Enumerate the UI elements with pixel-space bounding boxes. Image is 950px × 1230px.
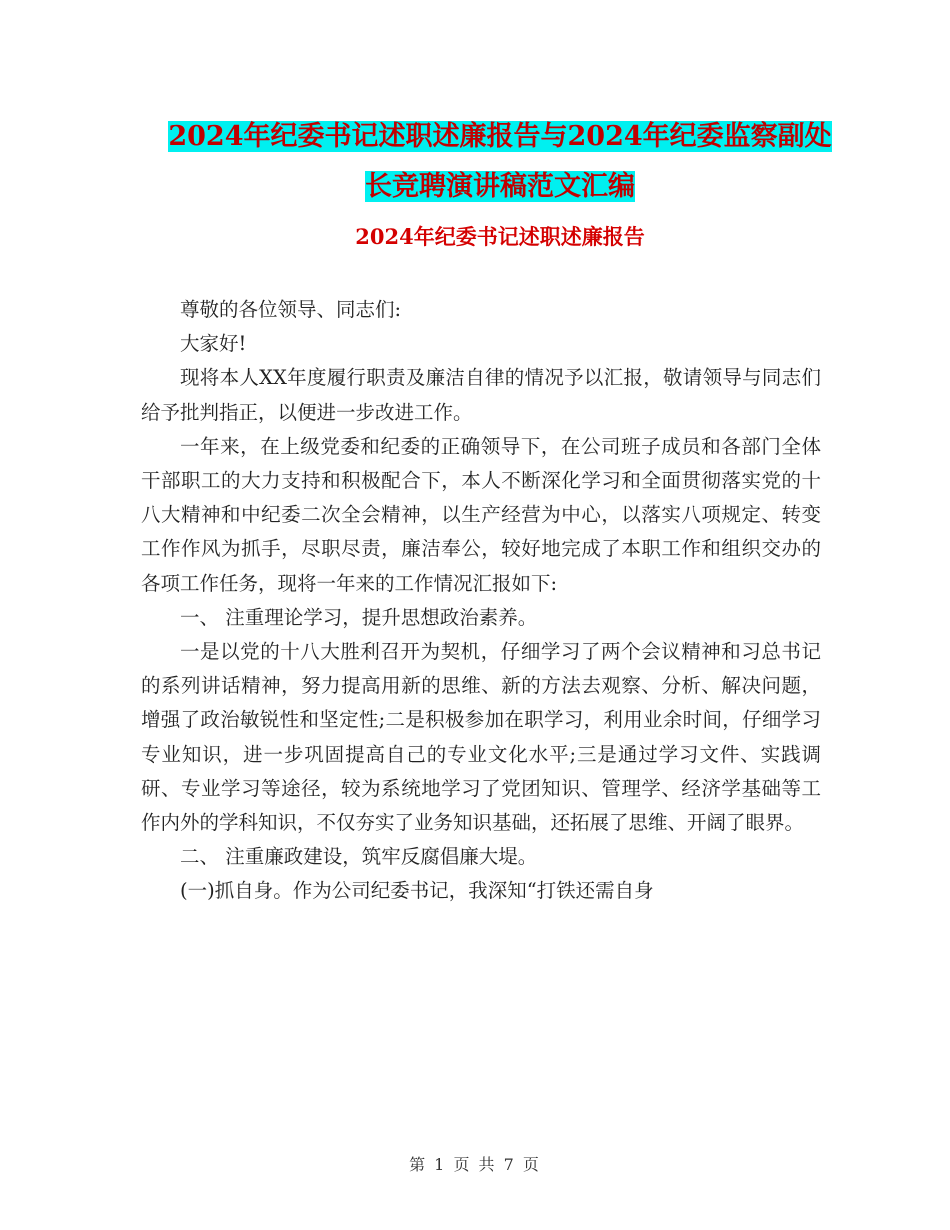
paragraph-self-discipline: (一)抓自身。作为公司纪委书记，我深知“打铁还需自身 [180, 879, 654, 903]
page-footer: 第 1 页 共 7 页 [409, 1155, 541, 1174]
document-body [141, 293, 821, 909]
paragraph-overview: 一年来，在上级党委和纪委的正确领导下，在公司班子成员和各部门全体干部职工的大力支持和积极配合下，本人不断深化学习和全面贯彻落实党的十八大精神和中纪委二次全会精神，以生产经营为中心，以落实八项规定、转变工作作风为抓手，尽职尽责，廉洁奉公，较好地完成了本职工作和组织交办的各项工作任务，现将一年来的工作情况汇报如下: [141, 434, 821, 595]
title-line-2: 长竞聘演讲稿范文汇编 [365, 171, 635, 202]
paragraph-intro: 现将本人XX年度履行职责及廉洁自律的情况予以汇报，敬请领导与同志们给予批判指正，以便进一步改进工作。 [141, 366, 821, 424]
section-title: 2024年纪委书记述职述廉报告 [355, 224, 645, 249]
paragraph-salutation: 尊敬的各位领导、同志们: [180, 298, 402, 321]
document-title [140, 112, 860, 212]
paragraph-greeting: 大家好! [180, 332, 247, 356]
paragraph-study: 一是以党的十八大胜利召开为契机，仔细学习了两个会议精神和习总书记的系列讲话精神，努力提高用新的思维、新的方法去观察、分析、解决问题，增强了政治敏锐性和坚定性;二是积极参加在职学习，利用业余时间，仔细学习专业知识，进一步巩固提高自己的专业文化水平;三是通过学习文件、实践调研、专业学习等途径，较为系统地学习了党团知识、管理学、经济学基础等工作内外的学科知识，不仅夯实了业务知识基础，还拓展了思维、开阔了眼界。 [141, 640, 821, 835]
heading-part-1: 一、 注重理论学习，提升思想政治素养。 [180, 605, 538, 629]
heading-part-2: 二、 注重廉政建设，筑牢反腐倡廉大堤。 [180, 845, 538, 869]
title-line-1: 2024年纪委书记述职述廉报告与2024年纪委监察副处 [168, 121, 832, 152]
